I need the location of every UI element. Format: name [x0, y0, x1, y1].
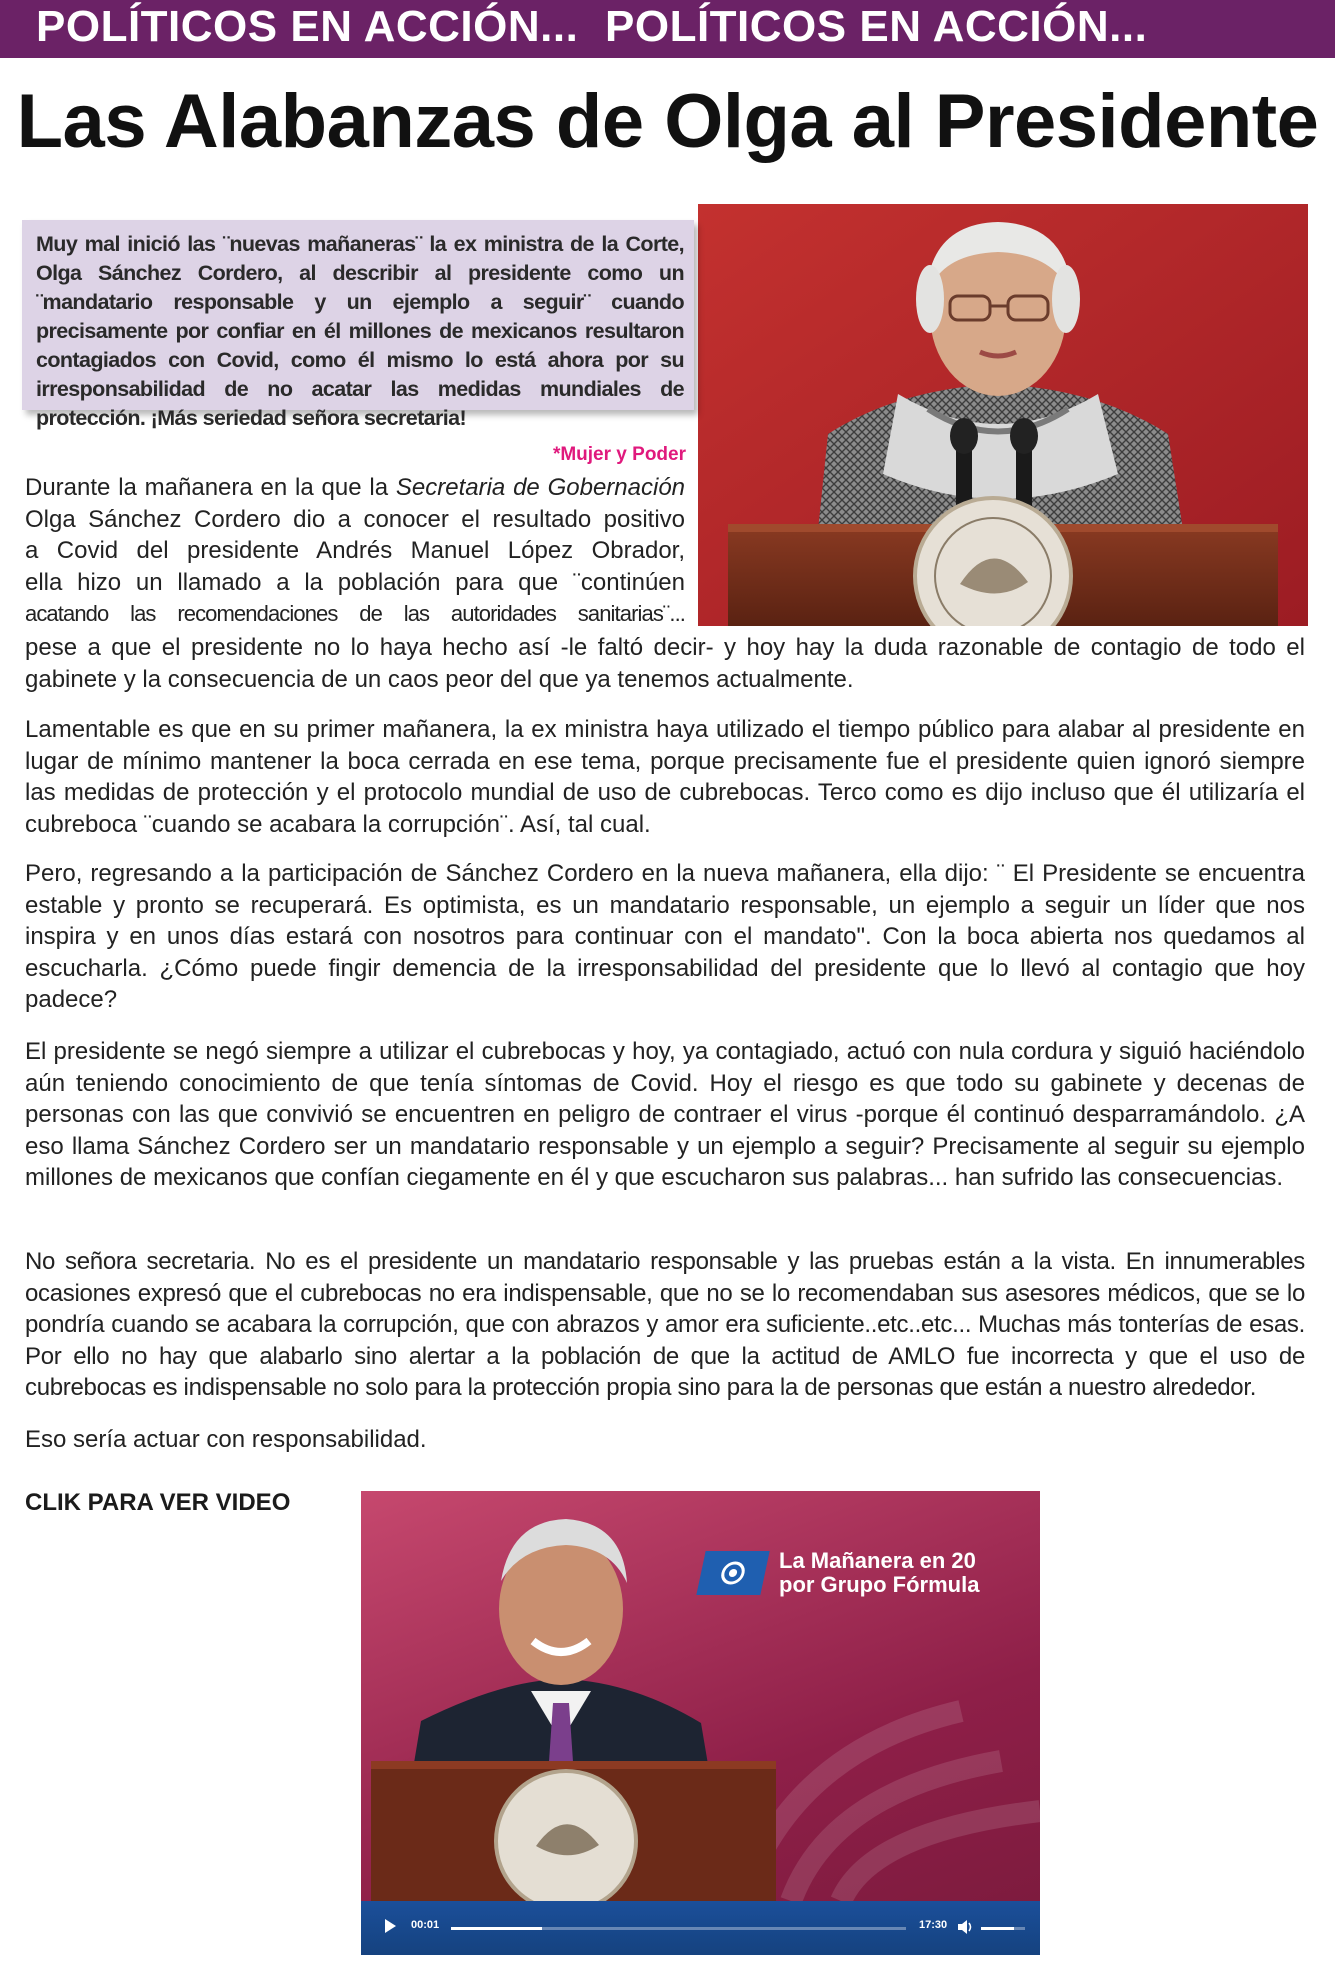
paragraph-1-line-5: acatando las recomendaciones de las autoridades sanitarias¨... — [25, 601, 685, 626]
banner-text-1: POLÍTICOS EN ACCIÓN... — [36, 2, 579, 51]
grupo-formula-logo-icon — [696, 1551, 769, 1595]
paragraph-2: Lamentable es que en su primer mañanera, la ex ministra haya utilizado el tiempo público para alabar al presidente en lugar de mínimo mantener la boca cerrada en ese tema, porque precisamente fue el presidente quien ignoró siempre las medidas de protección y el protocolo mundial de uso de cubrebocas. Terco como es dijo incluso que él utilizaría el cubreboca ¨cuando se acabara la corrupción¨. Así, tal cual. — [25, 716, 1305, 838]
paragraph-5: No señora secretaria. No es el presidente un mandatario responsable y las pruebas están a la vista. En innumerables ocasiones expresó que el cubrebocas no era indispensable, que no se lo recomendaban sus asesores médicos, que se lo pondría cuando se acabara la corrupción, que con abrazos y amor era suficiente..etc..etc... Muchas más tonterías de esas. Por ello no hay que alabarlo sino alertar a la población de que la actitud de AMLO fue incorrecta y que el uso de cubrebocas es indispensable no solo para la protección propia sino para la de personas que están a nuestro alrededor. — [25, 1248, 1305, 1401]
paragraph-6: Eso sería actuar con responsabilidad. — [25, 1426, 427, 1453]
paragraph-1-line-2: Olga Sánchez Cordero dio a conocer el resultado positivo — [25, 505, 685, 533]
paragraph-1-continuation: pese a que el presidente no lo haya hecho así -le faltó decir- y hoy hay la duda razonable de contagio de todo el gabinete y la consecuencia de un caos peor del que ya tenemos actualmente. — [25, 634, 1305, 693]
olga-photo-illustration — [698, 204, 1308, 626]
play-icon[interactable] — [383, 1918, 397, 1939]
paragraph-3: Pero, regresando a la participación de Sánchez Cordero en la nueva mañanera, ella dijo: ¨ El Presidente se encuentra estable y pronto se recuperará. Es optimista, es un mandatario responsable, un ejemplo a seguir un líder que nos inspira y en unos días estará con nosotros para continuar con el mandato". Con la boca abierta nos quedamos al escucharla. ¿Cómo puede fingir demencia de la irresponsabilidad del presidente que lo llevó al contagio que hoy padece? — [25, 860, 1305, 1013]
paragraph-1-line-3: a Covid del presidente Andrés Manuel López Obrador, — [25, 537, 685, 564]
volume-level — [981, 1927, 1014, 1930]
summary-text: Muy mal inició las ¨nuevas mañaneras¨ la ex ministra de la Corte, Olga Sánchez Cordero, al describir al presidente como un ¨mandatario responsable y un ejemplo a seguir¨ cuando precisamente por confiar en él millones de mexicanos resultaron contagiados con Covid, como él mismo lo está ahora por su irresponsabilidad de no acatar las medidas mundiales de protección. ¡Más seriedad señora secretaria! — [36, 232, 684, 430]
total-time: 17:30 — [919, 1919, 948, 1931]
current-time: 00:01 — [411, 1919, 440, 1931]
volume-slider[interactable] — [981, 1927, 1025, 1930]
paragraph-4: El presidente se negó siempre a utilizar el cubrebocas y hoy, ya contagiado, actuó con nula cordura y siguió haciéndolo aún teniendo conocimiento de que tenía síntomas de Covid. Hoy el riesgo es que todo su gabinete y decenas de personas con las que convivió se encuentren en peligro de contraer el virus -porque él continuó desparramándolo. ¿A eso llama Sánchez Cordero ser un mandatario responsable y un ejemplo a seguir? Precisamente al seguir su ejemplo millones de mexicanos que confían ciegamente en él y que escucharon sus palabras... han sufrido las consecuencias. — [25, 1038, 1305, 1191]
video-link-label[interactable]: CLIK PARA VER VIDEO — [25, 1489, 291, 1516]
video-player[interactable] — [361, 1491, 1040, 1955]
byline: *Mujer y Poder — [552, 444, 686, 465]
olga-podium-photo — [698, 204, 1308, 626]
video-controls — [361, 1901, 1040, 1955]
volume-icon[interactable] — [957, 1919, 975, 1940]
video-brand-text: La Mañanera en 20 por Grupo Fórmula — [779, 1548, 980, 1597]
paragraph-1-italic: Secretaria de Gobernación — [395, 474, 686, 501]
paragraph-1-line-1 — [25, 472, 685, 504]
video-brand — [701, 1549, 979, 1597]
paragraph-1-narrow — [25, 472, 685, 630]
page-title: Las Alabanzas de Olga al Presidente — [16, 79, 1319, 164]
paragraph-1-line-4: ella hizo un llamado a la población para que ¨continúen — [25, 568, 685, 596]
seek-progress — [451, 1927, 542, 1930]
seek-bar[interactable] — [451, 1927, 906, 1930]
banner-text-2: POLÍTICOS EN ACCIÓN... — [605, 2, 1148, 51]
summary-callout — [22, 220, 694, 430]
section-banner — [0, 0, 1335, 58]
paragraph-1-intro: Durante la mañanera en la que la — [25, 474, 396, 501]
